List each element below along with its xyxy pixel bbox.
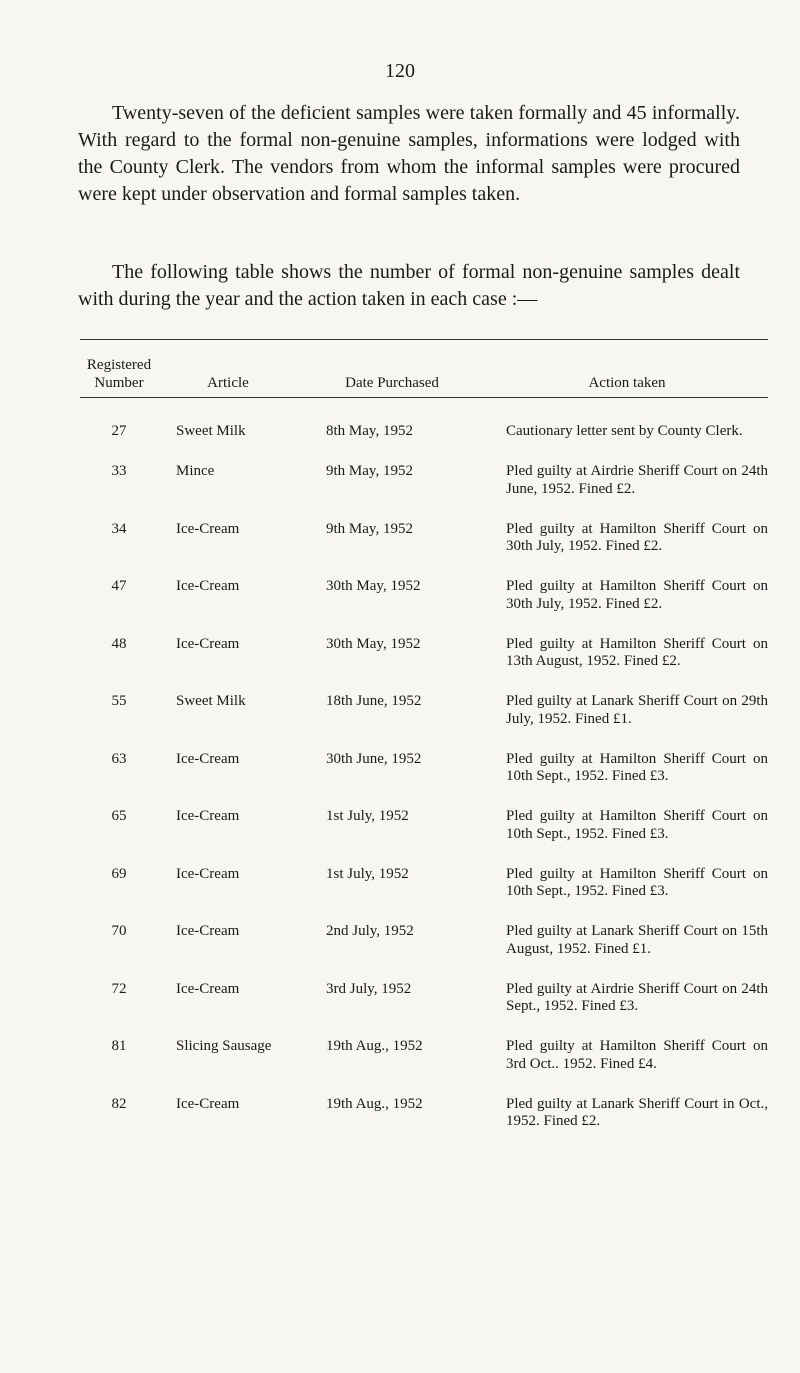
table-row — [80, 636, 768, 694]
cell-action: Pled guilty at Hamilton Sheriff Court on 30th July, 1952. Fined £2. — [506, 520, 768, 554]
table-row — [80, 808, 768, 866]
table-row — [80, 1096, 768, 1154]
cell-date: 30th May, 1952 — [326, 635, 421, 652]
cell-number: 48 — [111, 635, 127, 652]
cell-action: Cautionary letter sent by County Clerk. — [506, 423, 743, 439]
cell-action: Pled guilty at Hamilton Sheriff Court on 30th July, 1952. Fined £2. — [506, 578, 768, 612]
cell-article: Ice-Cream — [176, 980, 240, 997]
cell-article: Slicing Sausage — [176, 1038, 272, 1054]
cell-action: Pled guilty at Lanark Sheriff Court on 15th August, 1952. Fined £1. — [506, 923, 768, 957]
cell-date: 30th June, 1952 — [326, 750, 422, 767]
table-row — [80, 923, 768, 981]
table-row — [80, 578, 768, 636]
cell-number: 81 — [111, 1038, 127, 1054]
table-row — [80, 693, 768, 751]
cell-action: Pled guilty at Hamilton Sheriff Court on 10th Sept., 1952. Fined £3. — [506, 750, 768, 784]
cell-number: 34 — [111, 520, 127, 537]
cell-date: 1st July, 1952 — [326, 808, 409, 824]
cell-date: 8th May, 1952 — [326, 423, 413, 439]
cell-article: Mince — [176, 463, 215, 479]
cell-number: 33 — [111, 463, 127, 479]
cell-number: 63 — [111, 750, 127, 767]
table-header-row — [80, 340, 768, 397]
cell-date: 19th Aug., 1952 — [326, 1038, 423, 1054]
cell-action: Pled guilty at Hamilton Sheriff Court on 3rd Oct.. 1952. Fined £4. — [506, 1038, 768, 1072]
paragraph-intro: Twenty-seven of the deficient samples were taken formally and 45 informally. With regard to the formal non-genuine samples, informations were lodged with the County Clerk. The vendors from whom the informal samples were procured were kept under observation and formal samples taken. — [78, 102, 740, 205]
cell-number: 82 — [111, 1095, 127, 1112]
cell-article: Sweet Milk — [176, 693, 246, 709]
samples-table — [80, 339, 768, 1153]
header-action-taken: Action taken — [588, 375, 666, 391]
paragraph-table-intro: The following table shows the number of formal non-genuine samples dealt with during the year and the action taken in each case :— — [78, 261, 740, 310]
cell-action: Pled guilty at Hamilton Sheriff Court on 13th August, 1952. Fined £2. — [506, 635, 768, 669]
cell-number: 69 — [111, 865, 127, 882]
cell-article: Sweet Milk — [176, 423, 246, 439]
table-row — [80, 1038, 768, 1096]
table-row — [80, 423, 768, 463]
cell-action: Pled guilty at Airdrie Sheriff Court on 24th June, 1952. Fined £2. — [506, 463, 768, 497]
cell-date: 30th May, 1952 — [326, 578, 421, 594]
table-row — [80, 463, 768, 521]
table-row — [80, 981, 768, 1039]
header-article: Article — [207, 375, 249, 391]
cell-action: Pled guilty at Hamilton Sheriff Court on 10th Sept., 1952. Fined £3. — [506, 808, 768, 842]
cell-article: Ice-Cream — [176, 1095, 240, 1112]
cell-date: 2nd July, 1952 — [326, 923, 414, 939]
cell-article: Ice-Cream — [176, 520, 240, 537]
cell-action: Pled guilty at Lanark Sheriff Court on 29th July, 1952. Fined £1. — [506, 693, 768, 727]
cell-date: 1st July, 1952 — [326, 865, 409, 882]
page-number: 120 — [385, 60, 415, 82]
cell-article: Ice-Cream — [176, 578, 240, 594]
header-date-purchased: Date Purchased — [345, 375, 439, 391]
cell-article: Ice-Cream — [176, 750, 240, 767]
cell-date: 9th May, 1952 — [326, 463, 413, 479]
cell-article: Ice-Cream — [176, 923, 240, 939]
cell-number: 70 — [111, 923, 127, 939]
table-row — [80, 521, 768, 579]
cell-number: 72 — [111, 980, 127, 997]
cell-number: 65 — [111, 808, 127, 824]
header-registered-number: Registered Number — [86, 357, 152, 391]
cell-date: 3rd July, 1952 — [326, 980, 412, 997]
cell-date: 18th June, 1952 — [326, 693, 422, 709]
table-body — [80, 398, 768, 1153]
cell-number: 27 — [111, 423, 127, 439]
cell-action: Pled guilty at Lanark Sheriff Court in Oct., 1952. Fined £2. — [506, 1095, 768, 1129]
cell-article: Ice-Cream — [176, 865, 240, 882]
cell-action: Pled guilty at Airdrie Sheriff Court on 24th Sept., 1952. Fined £3. — [506, 980, 768, 1014]
cell-article: Ice-Cream — [176, 635, 240, 652]
cell-date: 9th May, 1952 — [326, 520, 413, 537]
table-row — [80, 866, 768, 924]
cell-number: 47 — [111, 578, 127, 594]
cell-date: 19th Aug., 1952 — [326, 1095, 423, 1112]
cell-article: Ice-Cream — [176, 808, 240, 824]
cell-number: 55 — [111, 693, 127, 709]
table-row — [80, 751, 768, 809]
cell-action: Pled guilty at Hamilton Sheriff Court on 10th Sept., 1952. Fined £3. — [506, 865, 768, 899]
